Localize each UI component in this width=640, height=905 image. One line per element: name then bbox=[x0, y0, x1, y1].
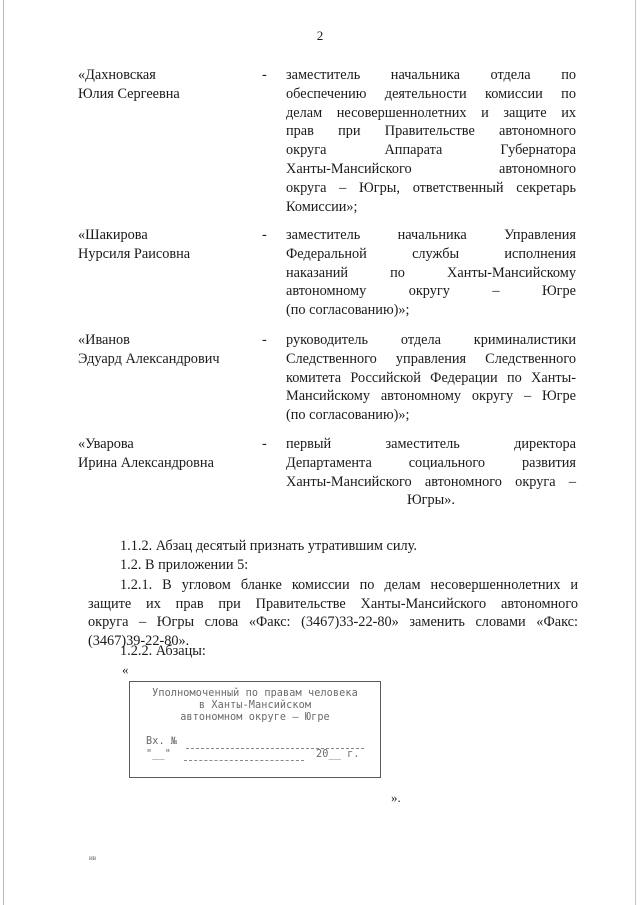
role-line: заместитель начальника отдела по bbox=[286, 67, 576, 83]
role-line: наказаний по Ханты-Мансийскому bbox=[286, 264, 576, 281]
role-line: прав при Правительстве автономного bbox=[286, 123, 576, 140]
paragraph-line: (3467)39-22-80». bbox=[88, 632, 190, 649]
member-surname: «Дахновская bbox=[78, 67, 156, 83]
stamp-line: Уполномоченный по правам человека bbox=[152, 688, 358, 699]
stamp-line: в Ханты-Мансийском bbox=[198, 700, 312, 711]
paragraph-1-1-2: 1.1.2. Абзац десятый признать утратившим силу. bbox=[120, 538, 417, 554]
closing-quote: ». bbox=[391, 790, 401, 805]
role-line: Следственного управления Следственного bbox=[286, 350, 576, 367]
role-line: Федеральной службы исполнения bbox=[286, 245, 576, 262]
member-role bbox=[286, 226, 576, 320]
member-role bbox=[286, 331, 576, 425]
member-given-names: Эдуард Александрович bbox=[78, 350, 220, 367]
footer-initials: ив bbox=[89, 854, 97, 862]
paragraph-line: округа – Югры слова «Факс: (3467)33-22-80» заменить словами «Факс: bbox=[88, 614, 578, 631]
role-line: Ханты-Мансийского автономного bbox=[286, 160, 576, 177]
stamp-date-prefix: "__" bbox=[146, 749, 171, 760]
paragraph-1-2: 1.2. В приложении 5: bbox=[120, 557, 249, 573]
role-line: автономному округу – Югре bbox=[286, 283, 576, 300]
member-surname: «Шакирова bbox=[78, 227, 148, 243]
role-line: округа – Югры, ответственный секретарь bbox=[286, 179, 576, 196]
role-line: комитета Российской Федерации по Ханты- bbox=[286, 369, 576, 386]
member-name bbox=[78, 331, 258, 369]
role-line: Югры». bbox=[406, 492, 456, 509]
member-surname: «Иванов bbox=[78, 332, 130, 348]
corner-blank-stamp bbox=[129, 681, 381, 778]
member-role bbox=[286, 66, 576, 216]
paragraph-1-2-2: 1.2.2. Абзацы: bbox=[120, 643, 206, 659]
role-line: (по согласованию)»; bbox=[286, 302, 410, 319]
stamp-date-rule bbox=[184, 760, 304, 761]
paragraph-line: защите их прав при Правительстве Ханты-Мансийского автономного bbox=[88, 595, 578, 612]
role-line: заместитель начальника Управления bbox=[286, 227, 576, 243]
member-surname: «Уварова bbox=[78, 436, 134, 452]
role-line: обеспечению деятельности комиссии по bbox=[286, 85, 576, 102]
member-given-names: Нурсиля Раисовна bbox=[78, 245, 191, 262]
paragraph-line: 1.2.1. В угловом бланке комиссии по делам несовершеннолетних и bbox=[120, 577, 578, 593]
role-line: Ханты-Мансийского автономного округа – bbox=[286, 473, 576, 490]
member-given-names: Ирина Александровна bbox=[78, 454, 214, 471]
role-line: Департамента социального развития bbox=[286, 454, 576, 471]
scan-edge-left bbox=[3, 0, 4, 905]
member-name bbox=[78, 66, 258, 104]
entry-dash: - bbox=[262, 67, 267, 83]
member-name bbox=[78, 435, 258, 473]
role-line: делам несовершеннолетних и защите их bbox=[286, 104, 576, 121]
page-number: 2 bbox=[316, 28, 324, 43]
role-line: (по согласованию)»; bbox=[286, 407, 410, 424]
stamp-incoming-number-label: Вх. № bbox=[146, 736, 178, 747]
paragraph-1-2-1 bbox=[88, 576, 578, 650]
stamp-date-year: 20__ г. bbox=[316, 749, 360, 760]
role-line: округа Аппарата Губернатора bbox=[286, 142, 576, 159]
scan-edge-right bbox=[635, 0, 636, 905]
role-line: Мансийскому автономному округу – Югре bbox=[286, 388, 576, 405]
member-role bbox=[286, 435, 576, 510]
stamp-line: автономном округе – Югре bbox=[180, 712, 330, 723]
role-line: Комиссии»; bbox=[286, 198, 358, 215]
role-line: руководитель отдела криминалистики bbox=[286, 332, 576, 348]
role-line: первый заместитель директора bbox=[286, 436, 576, 452]
member-given-names: Юлия Сергеевна bbox=[78, 85, 180, 102]
entry-dash: - bbox=[262, 227, 267, 243]
member-name bbox=[78, 226, 258, 264]
opening-quote: « bbox=[122, 662, 129, 677]
entry-dash: - bbox=[262, 332, 267, 348]
entry-dash: - bbox=[262, 436, 267, 452]
